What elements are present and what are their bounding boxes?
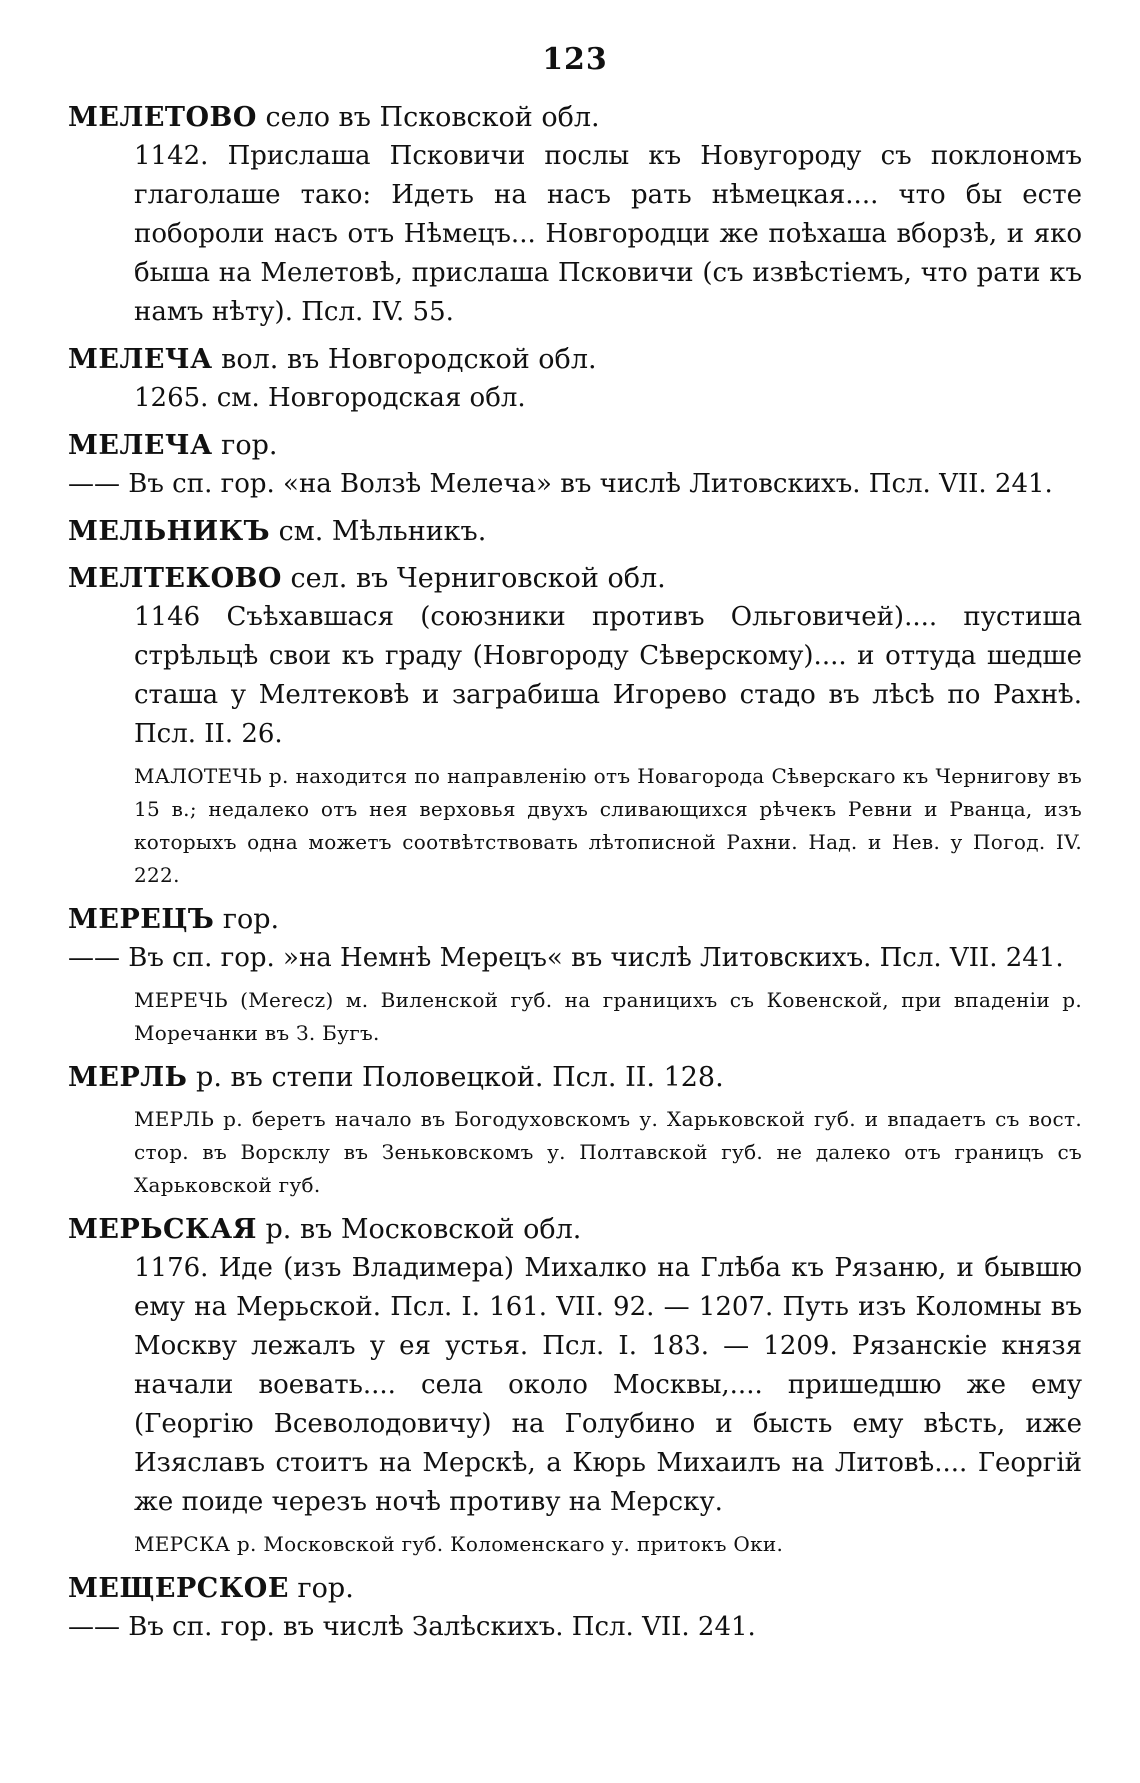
entry-meltekovo (68, 559, 1082, 892)
page-number: 123 (542, 42, 608, 77)
headword-description: гор. (222, 904, 280, 935)
headword-description: р. въ степи Половецкой. Псл. II. 128. (196, 1062, 724, 1093)
entry-headline (68, 1210, 1082, 1249)
entry-note: МАЛОТЕЧЬ р. находится по направленію отъ Новагорода Сѣверскаго къ Чернигову въ 15 в.; недалеко отъ нея верховья двухъ сливающихся рѣчекъ Ревни и Рванца, изъ которыхъ одна можетъ соотвѣтствовать лѣтописной Рахни. Над. и Нев. у Погод. IV. 222. (134, 764, 1082, 887)
entry-headline (68, 1058, 1082, 1097)
entry-melecha-town (68, 426, 1082, 504)
headword: МЕРЬСКАЯ (68, 1214, 257, 1245)
headword-description: гор. (221, 430, 278, 461)
headword: МЕЛЕТОВО (68, 102, 257, 133)
entry-text: 1142. Прислаша Псковичи послы къ Новугороду съ поклономъ глаголаше тако: Идеть на насъ рать нѣмецкая.... что бы есте побороли насъ отъ Нѣмецъ... Новгородци же поѣхаша вборзѣ, и яко быша на Мелетовѣ, прислаша Псковичи (съ извѣстіемъ, что рати къ намъ нѣту). Псл. IV. 55. (134, 141, 1082, 327)
headword-description: село въ Псковской обл. (265, 102, 600, 133)
headword: МЕРЛЬ (68, 1062, 188, 1093)
headword-description: сел. въ Черниговской обл. (290, 563, 666, 594)
entry-merl (68, 1058, 1082, 1202)
headword: МЕЛЕЧА (68, 430, 213, 461)
headword: МЕЩЕРСКОЕ (68, 1573, 289, 1604)
entry-headline (68, 1569, 1082, 1608)
entry-melecha-volost (68, 340, 1082, 418)
entry-merskaya (68, 1210, 1082, 1561)
entry-meletovo (68, 98, 1082, 332)
entry-text: 1265. см. Новгородская обл. (134, 383, 526, 413)
headword-description: вол. въ Новгородской обл. (221, 344, 597, 375)
entry-text: 1146 Съѣхавшася (союзники противъ Ольговичей).... пустиша стрѣльцѣ свои къ граду (Новгороду Сѣверскому).... и оттуда шедше сташа у Мелтековѣ и заграбиша Игорево стадо въ лѣсѣ по Рахнѣ. Псл. II. 26. (134, 602, 1082, 749)
entry-meshcherskoe (68, 1569, 1082, 1647)
headword: МЕЛЕЧА (68, 344, 213, 375)
entry-headline (68, 559, 1082, 598)
entry-note: МЕРЕЧЬ (Merecz) м. Виленской губ. на границихъ съ Ковенской, при впаденіи р. Моречанки въ З. Бугъ. (134, 988, 1082, 1045)
entry-headline (68, 900, 1082, 939)
entry-note: МЕРЛЬ р. беретъ начало въ Богодуховскомъ у. Харьковской губ. и впадаетъ съ вост. стор. въ Ворсклу въ Зеньковскомъ у. Полтавской губ. не далеко отъ границъ съ Харьковской губ. (134, 1107, 1082, 1197)
entry-text: —— Въ сп. гор. »на Немнѣ Мерецъ« въ числѣ Литовскихъ. Псл. VII. 241. (68, 943, 1064, 973)
headword: МЕЛТЕКОВО (68, 563, 282, 594)
entry-text: —— Въ сп. гор. «на Волзѣ Мелеча» въ числѣ Литовскихъ. Псл. VII. 241. (68, 469, 1053, 499)
entry-text: 1176. Иде (изъ Владимера) Михалко на Глѣба къ Рязаню, и бывшю ему на Мерьской. Псл. I. 161. VII. 92. — 1207. Путь изъ Коломны въ Москву лежалъ у ея устья. Псл. I. 183. — 1209. Рязанскіе князя начали воевать.... села около Москвы,.... пришедшю же ему (Георгію Всеволодовичу) на Голубино и бысть ему вѣсть, иже Изяславъ стоитъ на Мерскѣ, а Кюрь Михаилъ на Литовѣ.... Георгій же поиде черезъ ночѣ противу на Мерску. (134, 1253, 1082, 1517)
entry-merets (68, 900, 1082, 1050)
headword-description: гор. (297, 1573, 354, 1604)
headword: МЕРЕЦЪ (68, 904, 215, 935)
entry-text: —— Въ сп. гор. въ числѣ Залѣскихъ. Псл. VII. 241. (68, 1612, 756, 1642)
headword: МЕЛЬНИКЪ (68, 516, 271, 547)
entry-note: МЕРСКА р. Московской губ. Коломенскаго у. притокъ Оки. (134, 1532, 784, 1556)
entry-headline (68, 98, 1082, 137)
entry-headline (68, 340, 1082, 379)
entry-melnik (68, 512, 1082, 551)
entry-headline (68, 426, 1082, 465)
entry-headline (68, 512, 1082, 551)
headword-description: см. Мѣльникъ. (278, 516, 487, 547)
headword-description: р. въ Московской обл. (265, 1214, 582, 1245)
